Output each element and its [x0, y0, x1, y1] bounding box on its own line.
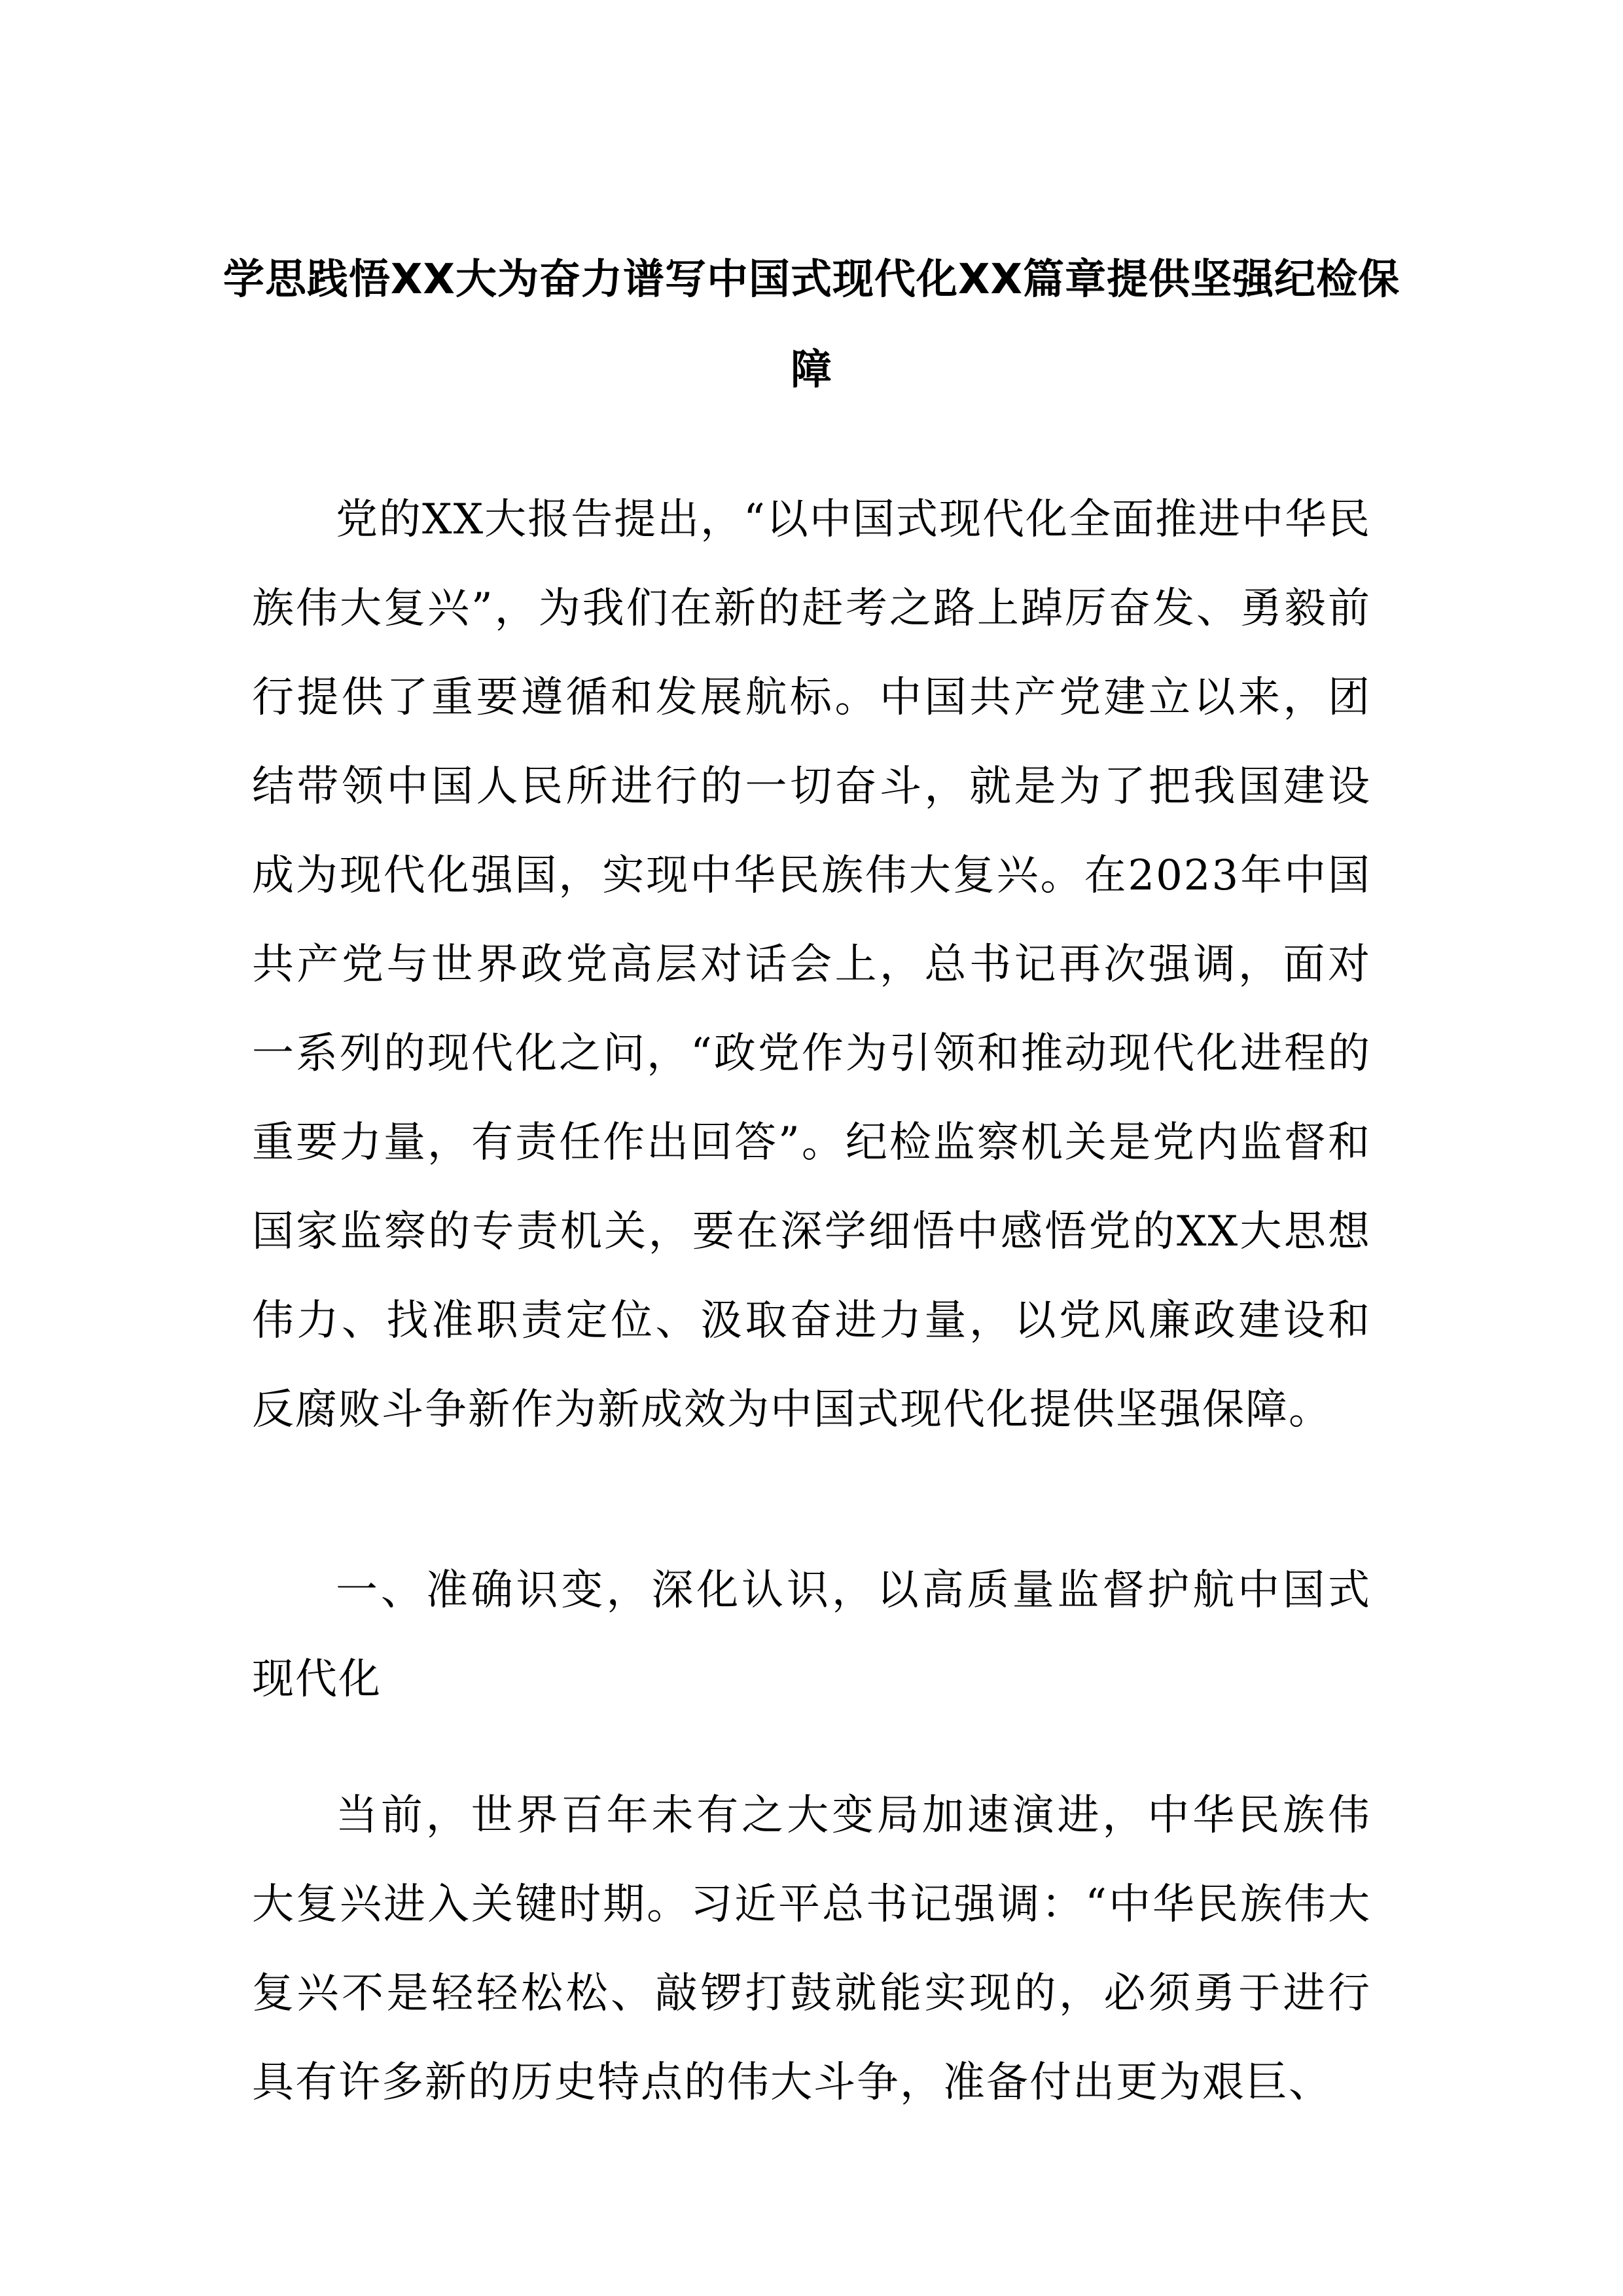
- body-paragraph-section-one: 当前，世界百年未有之大变局加速演进，中华民族伟大复兴进入关键时期。习近平总书记强调：“中华民族伟大复兴不是轻轻松松、敲锣打鼓就能实现的，必须勇于进行具有许多新的历史特点的伟大斗争，准备付出更为艰巨、: [252, 1791, 1371, 2107]
- document-title: 学思践悟XX大为奋力谱写中国式现代化XX篇章提供坚强纪检保障: [223, 255, 1400, 393]
- section-heading-one: 一、准确识变，深化认识，以高质量监督护航中国式现代化: [252, 1566, 1371, 1704]
- body-paragraph-intro: 党的XX大报告提出，“以中国式现代化全面推进中华民族伟大复兴”，为我们在新的赶考之路上踔厉奋发、勇毅前行提供了重要遵循和发展航标。中国共产党建立以来，团结带领中国人民所进行的一切奋斗，就是为了把我国建设成为现代化强国，实现中华民族伟大复兴。在2023年中国共产党与世界政党高层对话会上，总书记再次强调，面对一系列的现代化之问，“政党作为引领和推动现代化进程的重要力量，有责任作出回答”。纪检监察机关是党内监督和国家监察的专责机关，要在深学细悟中感悟党的XX大思想伟力、找准职责定位、汲取奋进力量，以党风廉政建设和反腐败斗争新作为新成效为中国式现代化提供坚强保障。: [252, 495, 1371, 1434]
